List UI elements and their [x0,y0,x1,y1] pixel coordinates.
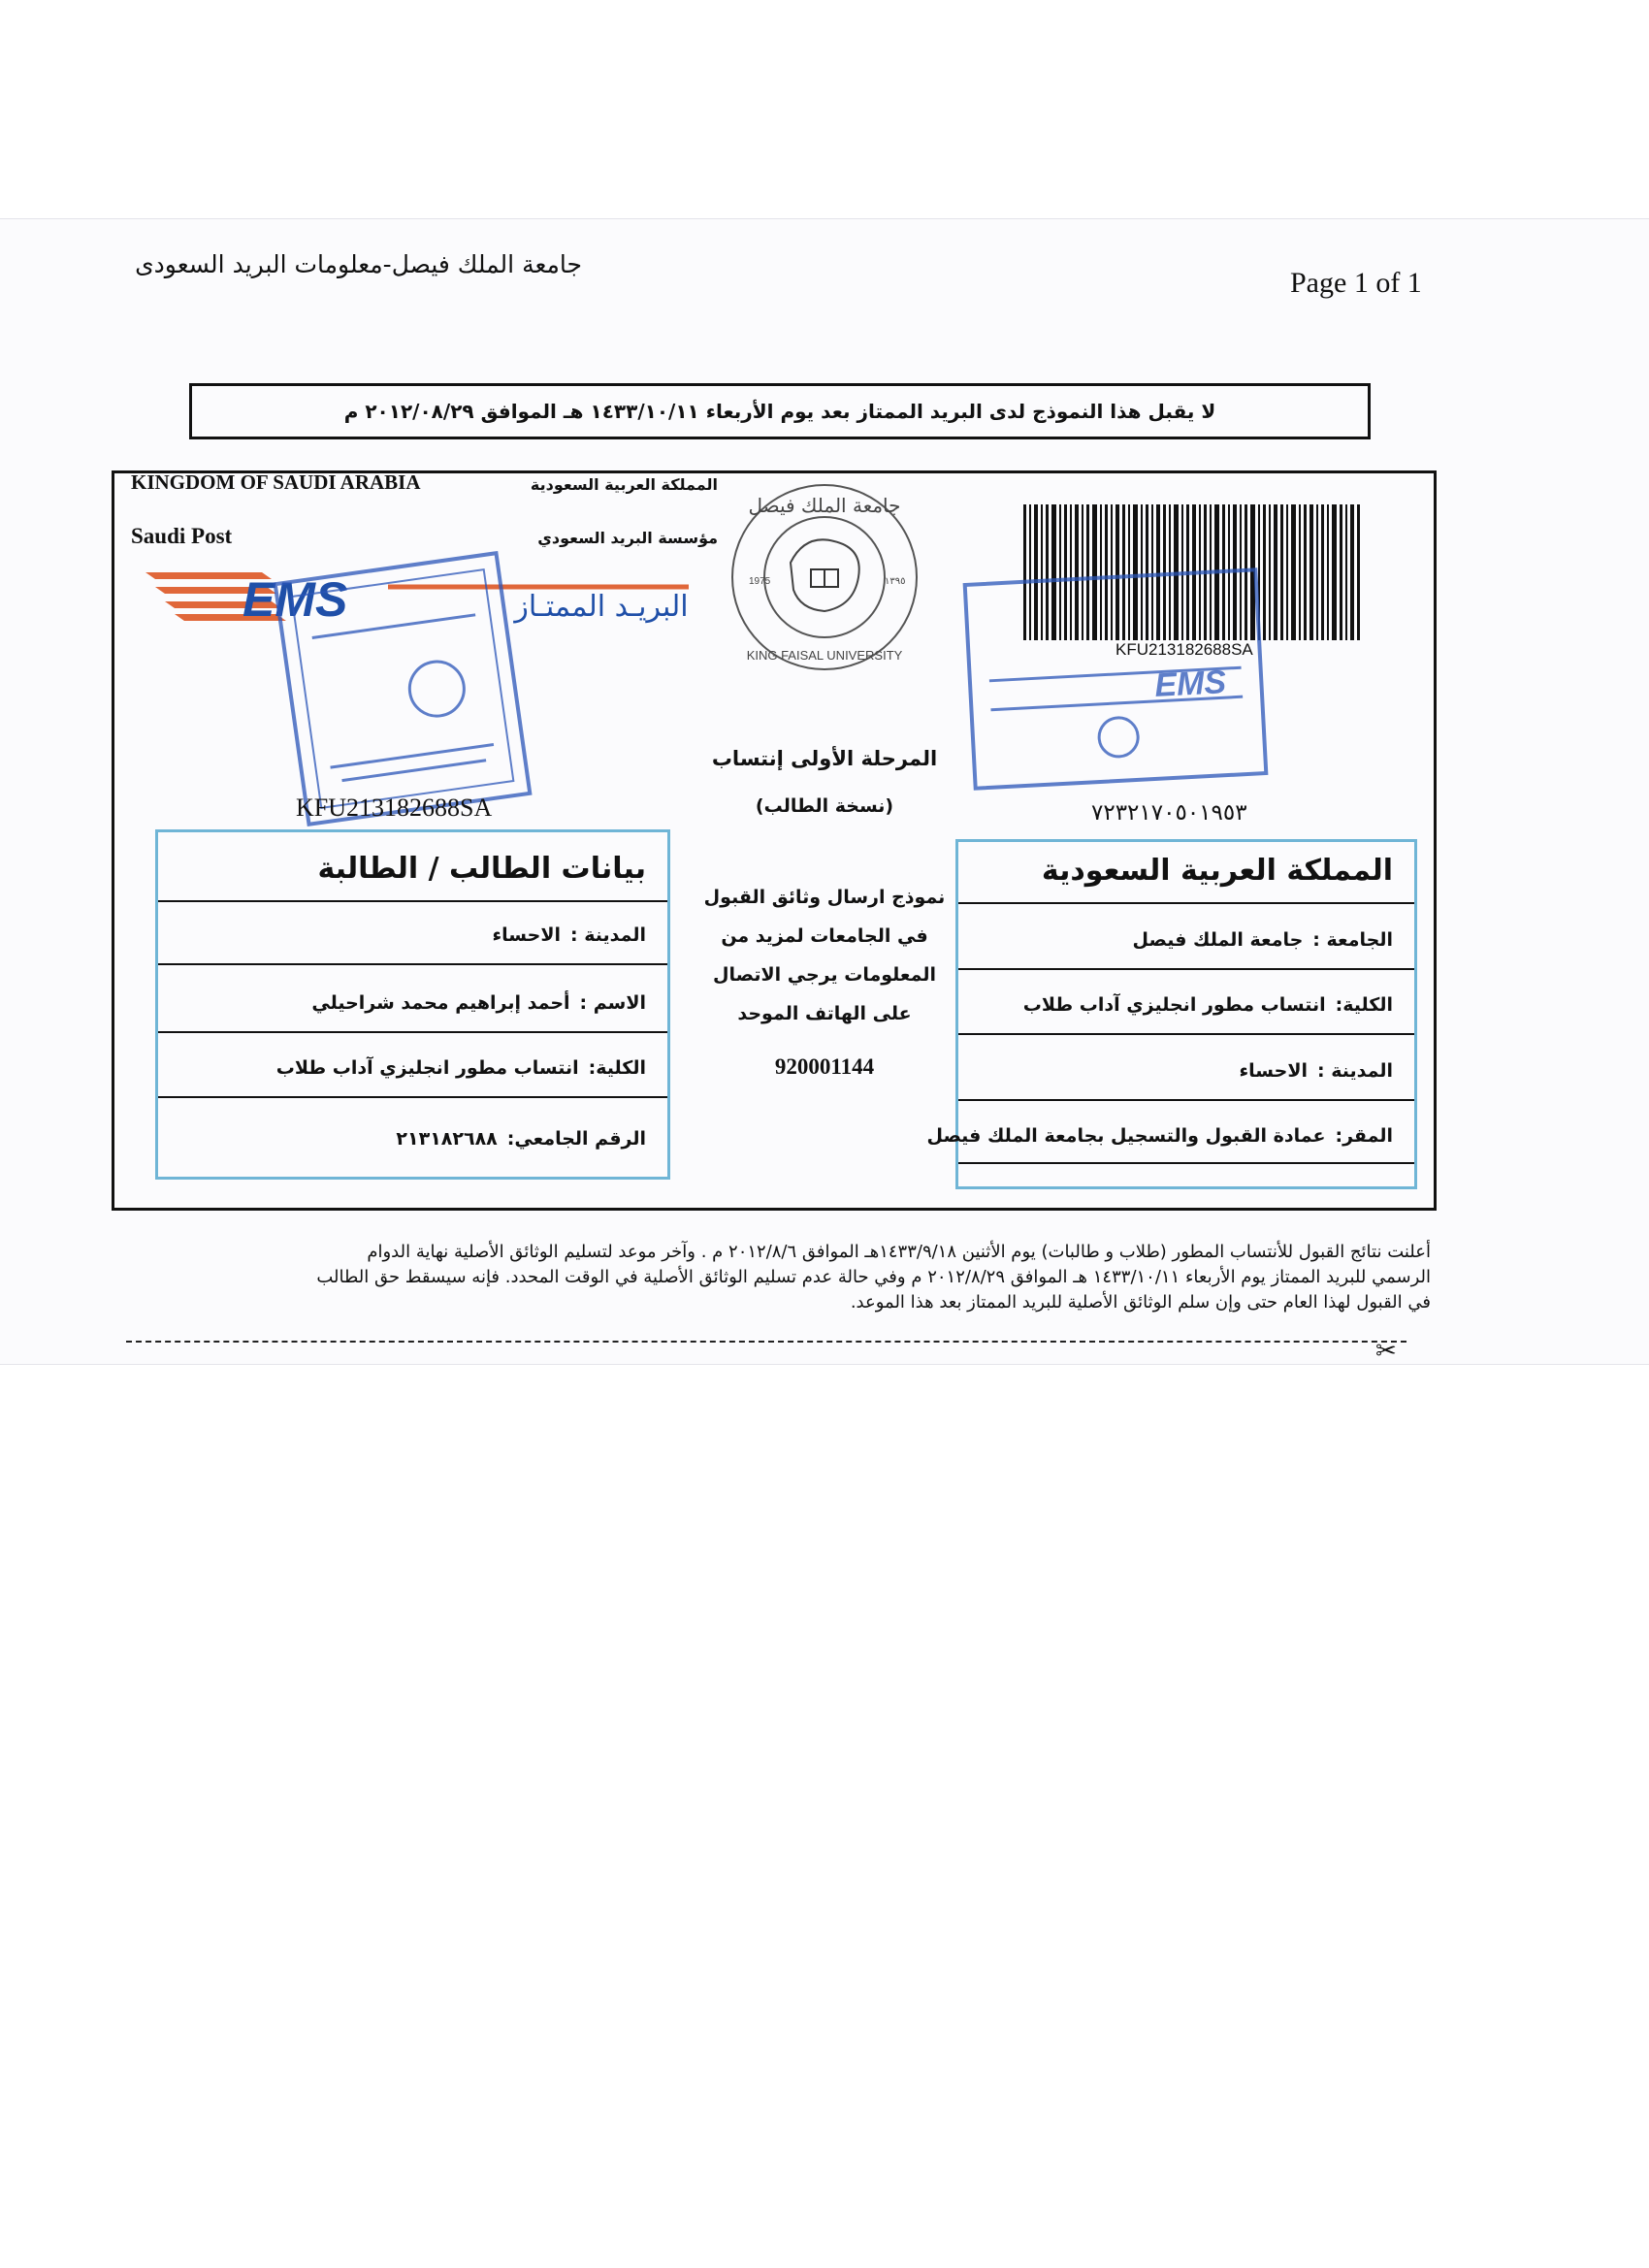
saudi-post-label-ar: مؤسسة البريد السعودي [537,529,718,547]
logo-year-right: ١٣٩٥ [885,576,906,587]
student-info-box [155,829,670,1180]
barcode-number: KFU213182688SA [1116,640,1253,659]
king-faisal-university-logo [718,475,931,689]
student-college-field: الكلية:انتساب مطور انجليزي آداب طلاب [275,1057,646,1079]
scissors-icon: ✂ [1375,1337,1397,1366]
recipient-city-field: المدينة :الاحساء [1239,1060,1393,1082]
stamp-ems-text: EMS [1153,664,1227,704]
student-id-field: الرقم الجامعي:٢١٣١٨٢٦٨٨ [396,1128,646,1150]
ems-arabic-text: البريـد الممتـاز [514,590,689,624]
tracking-number-left: KFU213182688SA [296,794,493,822]
recipient-university-field: الجامعة :جامعة الملك فيصل [1132,929,1393,951]
post-stamp-right [960,567,1271,791]
saudi-post-label-en: Saudi Post [131,524,233,548]
student-city-field: المدينة :الاحساء [492,924,646,946]
post-stamp-left [272,548,534,829]
logo-arabic-title: جامعة الملك فيصل [748,494,901,517]
page-number: Page 1 of 1 [1290,267,1422,299]
footer-note: أعلنت نتائج القبول للأنتساب المطور (طلاب و طالبات) يوم الأثنين ١٤٣٣/٩/١٨هـ الموافق ٢٠١٢/٨/٦ م . وآخر موعد لتسليم الوثائق الأصلية نهاية الدوام الرسمي للبريد الممتاز يوم الأربعاء ١٤٣٣/١٠/١١ هـ الموافق ٢٠١٢/٨/٢٩ م وفي حالة عدم تسليم الوثائق الأصلية في الوقت المحدد. فإنه سيسقط حق الطالب في القبول لهذا العام حتى وإن سلم الوثائق الأصلية للبريد الممتاز بعد هذا الموعد. [316,1242,1431,1312]
unified-phone-number: 920001144 [774,1054,875,1079]
stage-title: المرحلة الأولى إنتساب [711,747,938,770]
page-header-title: جامعة الملك فيصل-معلومات البريد السعودى [135,250,582,278]
recipient-info-box [926,839,1417,1189]
contact-instructions: نموذج ارسال وثائق القبول في الجامعات لمزيد من المعلومات يرجي الاتصال على الهاتف الموحد [703,887,946,1024]
student-box-title: بيانات الطالب / الطالبة [317,852,646,886]
ems-text: EMS [242,572,348,626]
recipient-college-field: الكلية:انتساب مطور انجليزي آداب طلاب [1022,994,1393,1016]
stage-subtitle: (نسخة الطالب) [755,795,894,817]
deadline-notice: لا يقبل هذا النموذج لدى البريد الممتاز بعد يوم الأربعاء ١٤٣٣/١٠/١١ هـ الموافق ٢٠١٢/٠٨/٢٩ م [189,383,1371,439]
student-name-field: الاسم :أحمد إبراهيم محمد شراحيلي [311,992,646,1014]
recipient-box-title: المملكة العربية السعودية [1041,854,1393,888]
recipient-office-field: المقر:عمادة القبول والتسجيل بجامعة الملك فيصل [926,1125,1393,1147]
kingdom-label-en: KINGDOM OF SAUDI ARABIA [131,470,421,494]
cut-line [126,1341,1406,1343]
tracking-number-right: ٧٢٣٢١٧٠٥٠١٩٥٣ [1091,800,1247,826]
kingdom-label-ar: المملكة العربية السعودية [530,475,718,494]
logo-english-title: KING FAISAL UNIVERSITY [746,648,903,663]
logo-year-left: 1975 [749,576,771,587]
